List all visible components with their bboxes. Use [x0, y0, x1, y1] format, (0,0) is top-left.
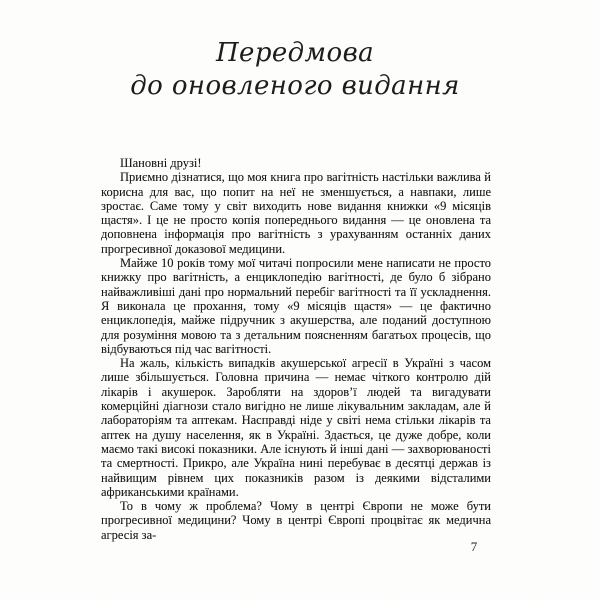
paragraph: На жаль, кількість випадків акушерської агресії в Україні з часом лише збільшується. Головна причина — немає чіткого контролю дій лікарів і акушерок. Заробляти на здоров’ї людей та вигадувати комерційні діагнози стало вигідно не лише лікувальним закладам, але й лабораторіям та аптекам. Насправді ніде у світі нема стільки лікарів та аптек на душу населення, як в Україні. Здається, це дуже добре, коли маємо такі високі показники. Але існують й інші дані — захворюваності та смертності. Прикро, але Україна нині перебуває в десятці держав із найвищим рівнем цих показників разом із деякими відсталими африканськими країнами.: [101, 356, 491, 499]
paragraph: Майже 10 років тому мої читачі попросили мене написати не просто книжку про вагітність, а енциклопедію вагітності, де було б зібрано найважливіші дані про нормальний перебіг вагітності та її ускладнення. Я виконала це прохання, тому «9 місяців щастя» — це фактично енциклопедія, майже підручник з акушерства, але поданий доступною для розуміння мовою та з детальним поясненням багатьох процесів, що відбуваються під час вагітності.: [101, 256, 491, 356]
body-text: [101, 156, 491, 542]
chapter-title-line-2: до оновленого видання: [130, 71, 460, 101]
paragraph: Приємно дізнатися, що моя книга про вагітність настільки важлива й корисна для вас, що попит на неї не зменшується, а навпаки, лише зростає. Саме тому у світ виходить нове видання книжки «9 місяців щастя». І це не просто копія попереднього видання — це оновлена та доповнена інформація про вагітність з урахуванням останніх даних прогресивної доказової медицини.: [101, 170, 491, 256]
page-number: 7: [470, 539, 478, 554]
salutation-paragraph: Шановні друзі!: [120, 156, 202, 170]
paragraph: То в чому ж проблема? Чому в центрі Європи не може бути прогресивної медицини? Чому в центрі Європі процвітає як медична агресія за-: [101, 499, 491, 542]
chapter-title: [100, 37, 490, 103]
chapter-title-line-1: Передмова: [215, 38, 374, 68]
